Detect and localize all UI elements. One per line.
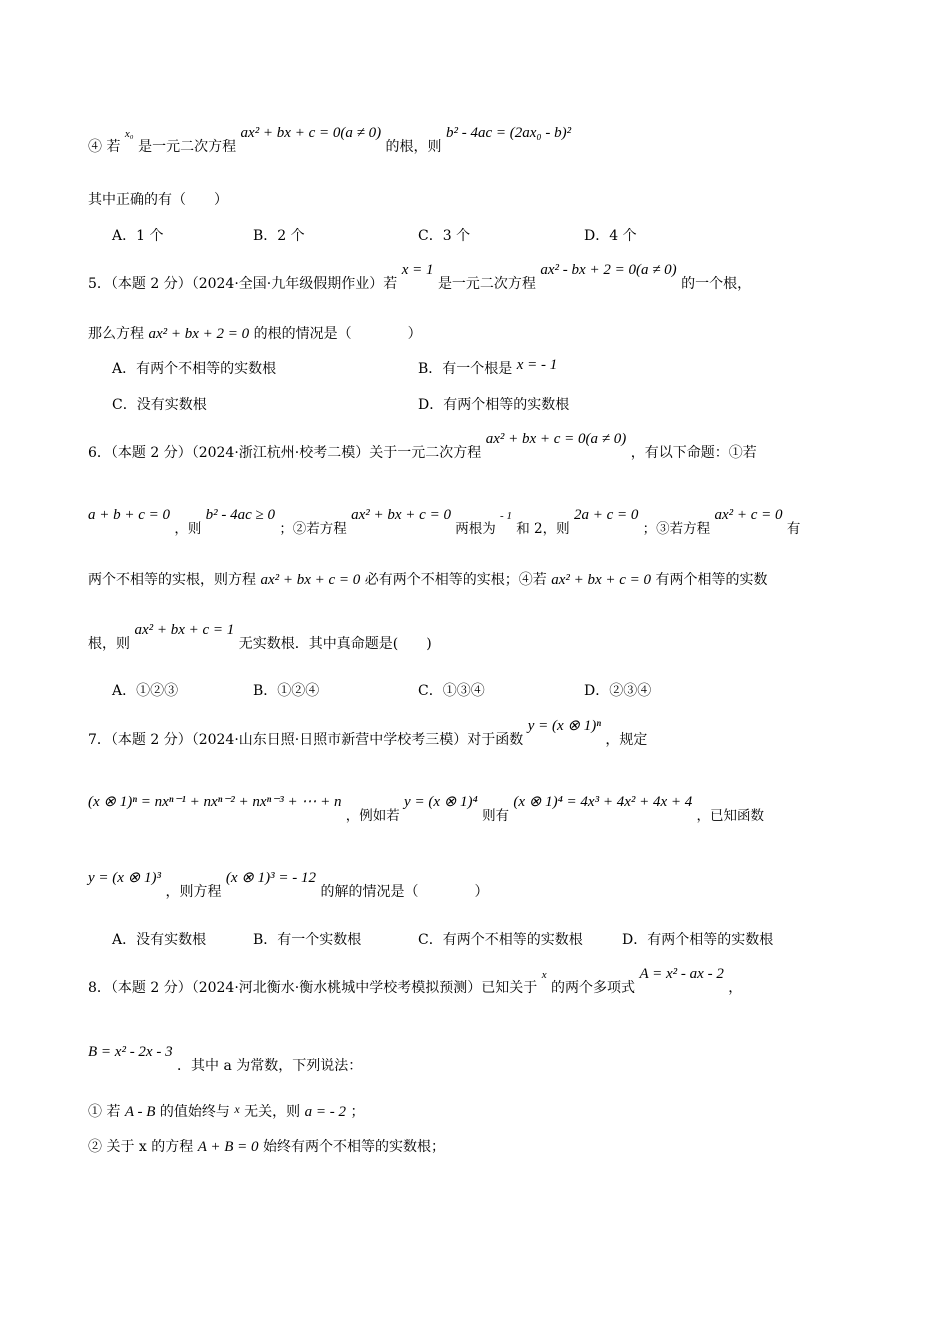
x-symbol: x <box>234 1102 240 1116</box>
equation: ax² + bx + c = 1 <box>134 622 235 638</box>
option-b[interactable]: B．2 个 <box>253 228 305 244</box>
option-a[interactable]: A．①②③ <box>112 683 179 699</box>
equation: y = (x ⊗ 1)ⁿ <box>527 718 601 734</box>
equation: b² - 4ac = (2ax₀ - b)² <box>446 125 572 141</box>
equation: ax² - bx + 2 = 0(a ≠ 0) <box>540 262 677 278</box>
equation: (x ⊗ 1)ⁿ = nxⁿ⁻¹ + nxⁿ⁻² + nxⁿ⁻³ + ⋯ + n <box>88 794 342 810</box>
option-d[interactable]: D．有两个相等的实数根 <box>622 932 774 948</box>
equation: ax² + bx + c = 0 <box>351 507 451 523</box>
q8-statement-1: ① 若 A - B 的值始终与 x 无关，则 a = - 2 ； <box>88 1102 365 1120</box>
q6-propositions-1-3: a + b + c = 0 ，则 b² - 4ac ≥ 0 ；②若方程 ax² + bx + c = 0 两根为 $^{- 1}$ 和 2，则 2a + c = 0 ；③若方程 ax² + c = 0 有 <box>88 507 801 537</box>
q5-stem-line2: 那么方程 ax² + bx + 2 = 0 的根的情况是（ ） <box>88 326 422 342</box>
option-a[interactable]: A．没有实数根 <box>112 932 207 948</box>
q7-question: y = (x ⊗ 1)³ ，则方程 (x ⊗ 1)³ = - 12 的解的情况是（ ） <box>88 870 489 900</box>
equation: a + b + c = 0 <box>88 507 171 523</box>
option-c[interactable]: C．没有实数根 <box>112 397 207 413</box>
option-d[interactable]: D．②③④ <box>584 683 652 699</box>
equation: x = - 1 <box>516 357 558 373</box>
q7-stem: 7．（本题 2 分）（2024·山东日照·日照市新营中学校考三模）对于函数 y = (x ⊗ 1)ⁿ ，规定 <box>88 718 648 748</box>
equation: ax² + bx + 2 = 0 <box>148 326 250 342</box>
equation: (x ⊗ 1)⁴ = 4x³ + 4x² + 4x + 4 <box>513 794 693 810</box>
equation: A - B <box>124 1104 156 1120</box>
q6-proposition-4: 两个不相等的实根，则方程 ax² + bx + c = 0 必有两个不相等的实根；④若 ax² + bx + c = 0 有两个相等的实数 <box>88 572 768 588</box>
equation: ax² + bx + c = 0(a ≠ 0) <box>240 125 382 141</box>
equation: y = (x ⊗ 1)³ <box>88 870 161 886</box>
option-b[interactable]: B．有一个根是 x = - 1 <box>418 357 558 377</box>
option-b[interactable]: B．有一个实数根 <box>253 932 362 948</box>
q6-stem-end: 根，则 ax² + bx + c = 1 无实数根．其中真命题是( ) <box>88 622 432 652</box>
option-d[interactable]: D．有两个相等的实数根 <box>418 397 570 413</box>
option-b[interactable]: B．①②④ <box>253 683 320 699</box>
x-symbol: x <box>541 969 547 981</box>
equation: A + B = 0 <box>197 1139 259 1155</box>
equation: - 1 <box>500 510 512 522</box>
q8-statement-2: ② 关于 x 的方程 A + B = 0 始终有两个不相等的实数根； <box>88 1139 445 1155</box>
equation: b² - 4ac ≥ 0 <box>205 507 276 523</box>
equation: ax² + bx + c = 0(a ≠ 0) <box>485 431 627 447</box>
option-c[interactable]: C．①③④ <box>418 683 485 699</box>
q5-stem: 5．（本题 2 分）（2024·全国·九年级假期作业）若 x = 1 是一元二次方程 ax² - bx + 2 = 0(a ≠ 0) 的一个根， <box>88 262 752 292</box>
option-a[interactable]: A．1 个 <box>112 228 164 244</box>
equation: ax² + bx + c = 0 <box>260 572 361 588</box>
q7-definition: (x ⊗ 1)ⁿ = nxⁿ⁻¹ + nxⁿ⁻² + nxⁿ⁻³ + ⋯ + n ，例如若 y = (x ⊗ 1)⁴ 则有 (x ⊗ 1)⁴ = 4x³ + 4x² + 4x + 4 ，已知函数 <box>88 794 765 824</box>
equation: A = x² - ax - 2 <box>639 966 724 982</box>
q4-statement-4: ④ 若 $^{x_0}$ 是一元二次方程 ax² + bx + c = 0(a ≠ 0) 的根，则 b² - 4ac = (2ax₀ - b)² <box>88 125 572 155</box>
option-c[interactable]: C．3 个 <box>418 228 471 244</box>
equation: 2a + c = 0 <box>573 507 639 523</box>
option-c[interactable]: C．有两个不相等的实数根 <box>418 932 583 948</box>
option-a[interactable]: A．有两个不相等的实数根 <box>112 361 277 377</box>
equation: a = - 2 <box>304 1104 346 1120</box>
equation: ax² + c = 0 <box>714 507 783 523</box>
q8-stem-line2: B = x² - 2x - 3 ．其中 a 为常数，下列说法： <box>88 1044 363 1074</box>
q6-stem: 6．（本题 2 分）（2024·浙江杭州·校考二模）关于一元二次方程 ax² + bx + c = 0(a ≠ 0) ，有以下命题：①若 <box>88 431 757 461</box>
equation: y = (x ⊗ 1)⁴ <box>404 794 478 810</box>
option-d[interactable]: D．4 个 <box>584 228 637 244</box>
equation: (x ⊗ 1)³ = - 12 <box>225 870 316 886</box>
equation: B = x² - 2x - 3 <box>88 1044 173 1060</box>
equation: x = 1 <box>401 262 434 278</box>
equation: ax² + bx + c = 0 <box>551 572 652 588</box>
q8-stem: 8．（本题 2 分）（2024·河北衡水·衡水桃城中学校考模拟预测）已知关于 $^x$ 的两个多项式 A = x² - ax - 2 ， <box>88 966 743 996</box>
x0-symbol: x₀ <box>124 128 134 140</box>
q4-prompt: 其中正确的有（ ） <box>88 192 228 208</box>
